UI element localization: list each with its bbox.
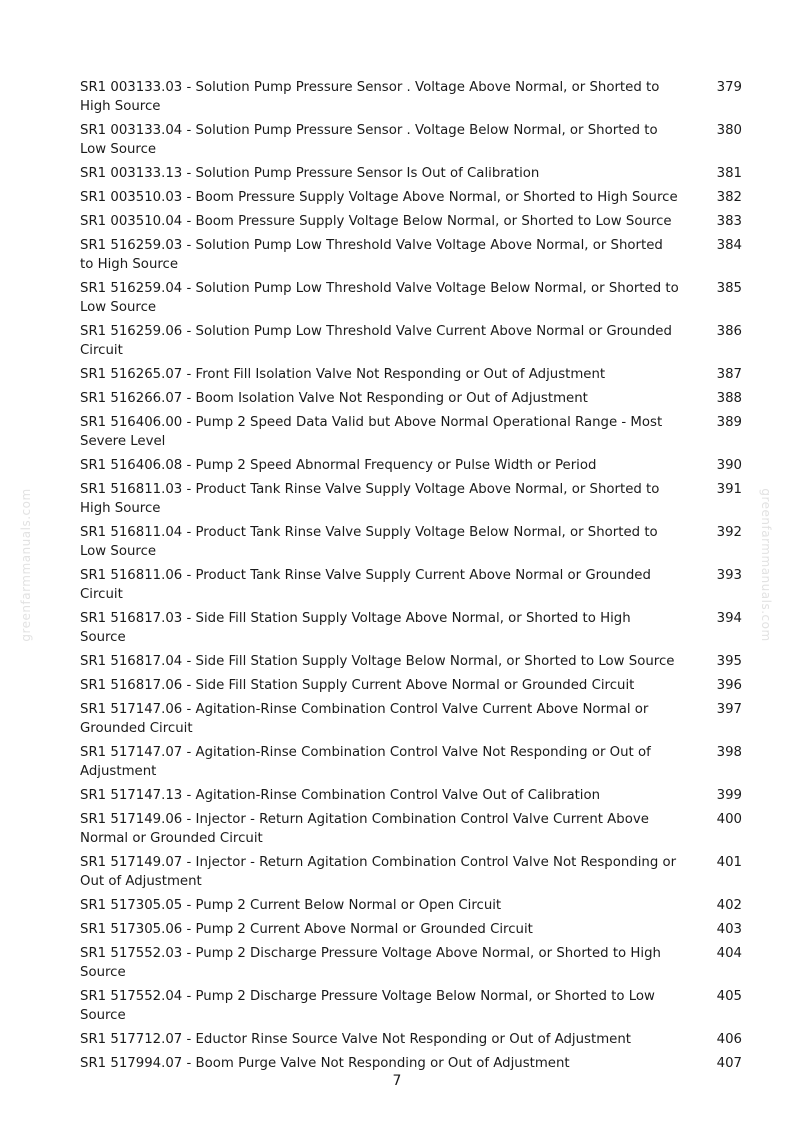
toc-entry[interactable] <box>80 279 742 317</box>
toc-entry-page: 397 <box>716 702 742 717</box>
toc-entry[interactable] <box>80 944 742 982</box>
toc-entry-title: SR1 516811.03 - Product Tank Rinse Valve Supply Voltage Above Normal, or Shorted to High Source <box>80 482 660 516</box>
toc-entry[interactable] <box>80 236 742 274</box>
toc-entry[interactable] <box>80 78 742 116</box>
toc-entry-page: 383 <box>716 214 742 229</box>
toc-entry[interactable] <box>80 188 742 207</box>
toc-entry-page: 380 <box>716 123 742 138</box>
toc-entry-page: 406 <box>716 1032 742 1047</box>
toc-entry-title: SR1 516406.08 - Pump 2 Speed Abnormal Frequency or Pulse Width or Period <box>80 458 597 473</box>
toc-entry-page: 404 <box>716 946 742 961</box>
toc-entry-title: SR1 517147.13 - Agitation-Rinse Combination Control Valve Out of Calibration <box>80 788 601 803</box>
toc-entry-page: 388 <box>716 391 742 406</box>
toc-entry-title: SR1 516406.00 - Pump 2 Speed Data Valid but Above Normal Operational Range - Most Severe Level <box>80 415 663 449</box>
toc-entry-page: 385 <box>716 281 742 296</box>
toc-entry[interactable] <box>80 212 742 231</box>
toc-entry[interactable] <box>80 987 742 1025</box>
toc-entry-title: SR1 003510.03 - Boom Pressure Supply Voltage Above Normal, or Shorted to High Source <box>80 190 678 205</box>
toc-entry[interactable] <box>80 480 742 518</box>
toc-entry-page: 399 <box>716 788 742 803</box>
toc-entry-title: SR1 516259.06 - Solution Pump Low Threshold Valve Current Above Normal or Grounded Circuit <box>80 324 672 358</box>
toc-entry[interactable] <box>80 1054 742 1073</box>
toc-entry-page: 392 <box>716 525 742 540</box>
toc-entry[interactable] <box>80 700 742 738</box>
toc-entry[interactable] <box>80 920 742 939</box>
toc-entry[interactable] <box>80 743 742 781</box>
toc-entry-title: SR1 517552.04 - Pump 2 Discharge Pressure Voltage Below Normal, or Shorted to Low Source <box>80 989 655 1023</box>
toc-entry-page: 390 <box>716 458 742 473</box>
toc-entry[interactable] <box>80 810 742 848</box>
toc-entry[interactable] <box>80 853 742 891</box>
toc-entry-page: 389 <box>716 415 742 430</box>
toc-entry[interactable] <box>80 566 742 604</box>
toc-entry[interactable] <box>80 896 742 915</box>
toc-entry-title: SR1 516259.04 - Solution Pump Low Threshold Valve Voltage Below Normal, or Shorted to Low Source <box>80 281 679 315</box>
toc-entry-title: SR1 516259.03 - Solution Pump Low Threshold Valve Voltage Above Normal, or Shorted to High Source <box>80 238 663 272</box>
toc-entry-page: 394 <box>716 611 742 626</box>
toc-entry-page: 386 <box>716 324 742 339</box>
toc-entry[interactable] <box>80 676 742 695</box>
toc-entry[interactable] <box>80 786 742 805</box>
toc-entry-page: 403 <box>716 922 742 937</box>
toc-entry-title: SR1 517994.07 - Boom Purge Valve Not Responding or Out of Adjustment <box>80 1056 570 1071</box>
toc-entry[interactable] <box>80 456 742 475</box>
toc-entry-title: SR1 516266.07 - Boom Isolation Valve Not Responding or Out of Adjustment <box>80 391 588 406</box>
toc-entry-title: SR1 516265.07 - Front Fill Isolation Valve Not Responding or Out of Adjustment <box>80 367 606 382</box>
toc-entry-title: SR1 003133.03 - Solution Pump Pressure Sensor . Voltage Above Normal, or Shorted to High Source <box>80 80 660 114</box>
toc-entry-title: SR1 516817.06 - Side Fill Station Supply Current Above Normal or Grounded Circuit <box>80 678 635 693</box>
toc-entry-page: 384 <box>716 238 742 253</box>
toc-entry-title: SR1 516817.03 - Side Fill Station Supply Voltage Above Normal, or Shorted to High Source <box>80 611 631 645</box>
toc-entry-page: 382 <box>716 190 742 205</box>
toc-entry-page: 395 <box>716 654 742 669</box>
toc-entry-title: SR1 517149.07 - Injector - Return Agitation Combination Control Valve Not Responding or Out of Adjustment <box>80 855 677 889</box>
toc-entry-title: SR1 516811.06 - Product Tank Rinse Valve Supply Current Above Normal or Grounded Circuit <box>80 568 651 602</box>
toc-entry[interactable] <box>80 389 742 408</box>
toc-entry-page: 393 <box>716 568 742 583</box>
toc-entry-page: 405 <box>716 989 742 1004</box>
toc-entry-page: 401 <box>716 855 742 870</box>
toc-entry[interactable] <box>80 365 742 384</box>
toc-entry-page: 391 <box>716 482 742 497</box>
toc-entry[interactable] <box>80 164 742 183</box>
page-number: 7 <box>392 1073 402 1089</box>
toc-entry-page: 400 <box>716 812 742 827</box>
toc-entry-page: 402 <box>716 898 742 913</box>
toc-entry[interactable] <box>80 413 742 451</box>
toc-entry-title: SR1 517712.07 - Eductor Rinse Source Valve Not Responding or Out of Adjustment <box>80 1032 631 1047</box>
toc-entry-page: 379 <box>716 80 742 95</box>
toc-entry-title: SR1 516811.04 - Product Tank Rinse Valve Supply Voltage Below Normal, or Shorted to Low Source <box>80 525 658 559</box>
toc-entry[interactable] <box>80 609 742 647</box>
toc-entry-title: SR1 003510.04 - Boom Pressure Supply Voltage Below Normal, or Shorted to Low Source <box>80 214 672 229</box>
toc-entry-title: SR1 516817.04 - Side Fill Station Supply Voltage Below Normal, or Shorted to Low Source <box>80 654 675 669</box>
toc-entry[interactable] <box>80 523 742 561</box>
toc-entry-title: SR1 517147.07 - Agitation-Rinse Combination Control Valve Not Responding or Out of Adjustment <box>80 745 651 779</box>
toc-entry-title: SR1 517149.06 - Injector - Return Agitation Combination Control Valve Current Above Normal or Grounded Circuit <box>80 812 649 846</box>
toc-entry-page: 387 <box>716 367 742 382</box>
watermark-left: greenfarmmanuals.com <box>19 488 33 642</box>
toc-entry-title: SR1 517147.06 - Agitation-Rinse Combination Control Valve Current Above Normal or Grounded Circuit <box>80 702 649 736</box>
toc-entry-page: 381 <box>716 166 742 181</box>
toc-entry[interactable] <box>80 1030 742 1049</box>
toc-entry[interactable] <box>80 121 742 159</box>
toc-entry-title: SR1 517305.06 - Pump 2 Current Above Normal or Grounded Circuit <box>80 922 533 937</box>
toc-entry-page: 396 <box>716 678 742 693</box>
watermark-right: greenfarmmanuals.com <box>759 488 773 642</box>
toc-entry-page: 407 <box>716 1056 742 1071</box>
toc-entry-title: SR1 517552.03 - Pump 2 Discharge Pressure Voltage Above Normal, or Shorted to High Source <box>80 946 661 980</box>
toc-entry[interactable] <box>80 322 742 360</box>
toc-entry-title: SR1 003133.13 - Solution Pump Pressure Sensor Is Out of Calibration <box>80 166 540 181</box>
toc-entry-page: 398 <box>716 745 742 760</box>
toc-entry-title: SR1 003133.04 - Solution Pump Pressure Sensor . Voltage Below Normal, or Shorted to Low Source <box>80 123 658 157</box>
toc-entry[interactable] <box>80 652 742 671</box>
table-of-contents <box>80 78 742 1078</box>
toc-entry-title: SR1 517305.05 - Pump 2 Current Below Normal or Open Circuit <box>80 898 502 913</box>
